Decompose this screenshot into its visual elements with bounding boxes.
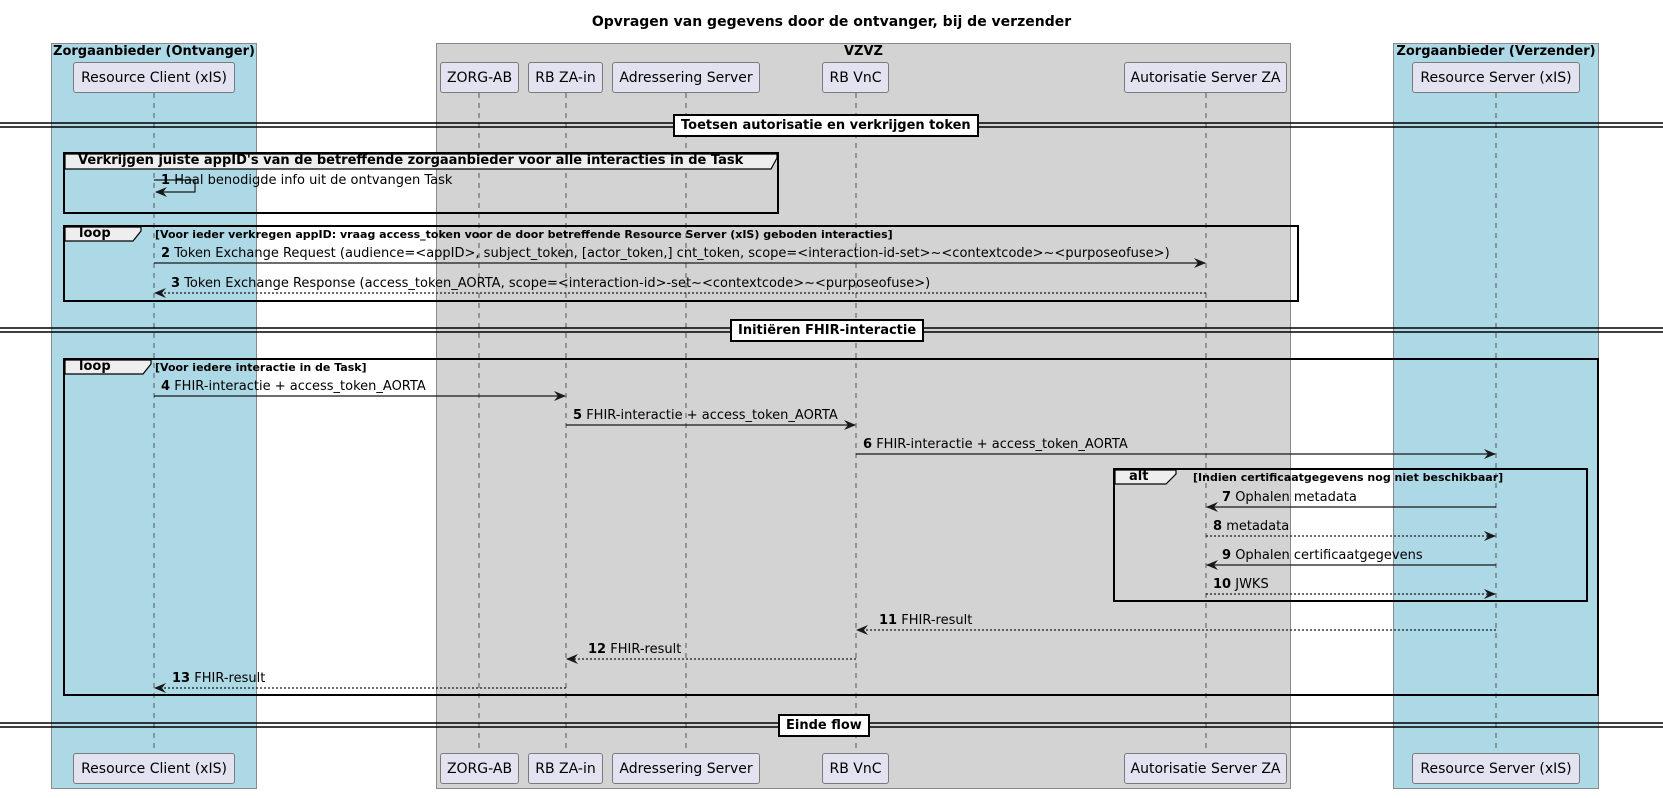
divider-initieren-fhir: Initiëren FHIR-interactie [730, 319, 924, 342]
lifelines [154, 93, 1496, 753]
message-7: 7 Ophalen metadata [1222, 490, 1357, 505]
alt-guard: [Indien certificaatgegevens nog niet beschikbaar] [1193, 471, 1504, 484]
diagram-title: Opvragen van gegevens door de ontvanger, bij de verzender [591, 14, 1072, 30]
loop1-label: loop [79, 226, 111, 241]
box-ontvanger-label: Zorgaanbieder (Ontvanger) [53, 44, 255, 59]
message-13: 13 FHIR-result [172, 671, 266, 686]
divider-einde-flow: Einde flow [778, 714, 870, 737]
participant-resource-server-top[interactable]: Resource Server (xIS) [1412, 62, 1580, 93]
message-6: 6 FHIR-interactie + access_token_AORTA [863, 437, 1128, 452]
divider-toetsen-autorisatie: Toetsen autorisatie en verkrijgen token [673, 114, 979, 137]
participant-rb-vnc-bottom[interactable]: RB VnC [822, 753, 889, 784]
participant-rb-za-in-bottom[interactable]: RB ZA-in [528, 753, 603, 784]
frame-tabs [65, 154, 1176, 484]
message-3: 3 Token Exchange Response (access_token_AORTA, scope=<interaction-id>-set~<contextcode>~<purposeofuse>) [171, 276, 931, 291]
message-5: 5 FHIR-interactie + access_token_AORTA [573, 408, 838, 423]
participant-resource-server-bottom[interactable]: Resource Server (xIS) [1412, 753, 1580, 784]
group-label: Verkrijgen juiste appID's van de betreffende zorgaanbieder voor alle interacties in de Task [78, 153, 744, 168]
participant-rb-vnc-top[interactable]: RB VnC [822, 62, 889, 93]
message-12: 12 FHIR-result [588, 642, 682, 657]
participant-autorisatie-server-top[interactable]: Autorisatie Server ZA [1124, 62, 1287, 93]
box-vzvz-label: VZVZ [844, 44, 883, 59]
message-10: 10 JWKS [1213, 577, 1269, 592]
participant-adressering-server-bottom[interactable]: Adressering Server [612, 753, 760, 784]
loop1-guard: [Voor ieder verkregen appID: vraag access_token voor de door betreffende Resource Server (xIS) geboden interacties] [155, 228, 893, 241]
participant-zorg-ab-bottom[interactable]: ZORG-AB [440, 753, 519, 784]
message-8: 8 metadata [1213, 519, 1290, 534]
message-9: 9 Ophalen certificaatgegevens [1222, 548, 1423, 563]
participant-rb-za-in-top[interactable]: RB ZA-in [528, 62, 603, 93]
participant-zorg-ab-top[interactable]: ZORG-AB [440, 62, 519, 93]
participant-resource-client-top[interactable]: Resource Client (xIS) [73, 62, 235, 93]
message-1: 1 Haal benodigde info uit de ontvangen Task [161, 173, 453, 188]
participant-adressering-server-top[interactable]: Adressering Server [612, 62, 760, 93]
loop2-label: loop [79, 359, 111, 374]
message-11: 11 FHIR-result [879, 613, 973, 628]
participant-autorisatie-server-bottom[interactable]: Autorisatie Server ZA [1124, 753, 1287, 784]
box-verzender-label: Zorgaanbieder (Verzender) [1396, 44, 1596, 59]
message-4: 4 FHIR-interactie + access_token_AORTA [161, 379, 426, 394]
message-2: 2 Token Exchange Request (audience=<appID>, subject_token, [actor_token,] cnt_token, scope=<interaction-id-set>~<contextcode>~<purposeofuse>) [161, 246, 1170, 261]
loop2-guard: [Voor iedere interactie in de Task] [155, 361, 367, 374]
alt-label: alt [1129, 469, 1149, 484]
participant-resource-client-bottom[interactable]: Resource Client (xIS) [73, 753, 235, 784]
